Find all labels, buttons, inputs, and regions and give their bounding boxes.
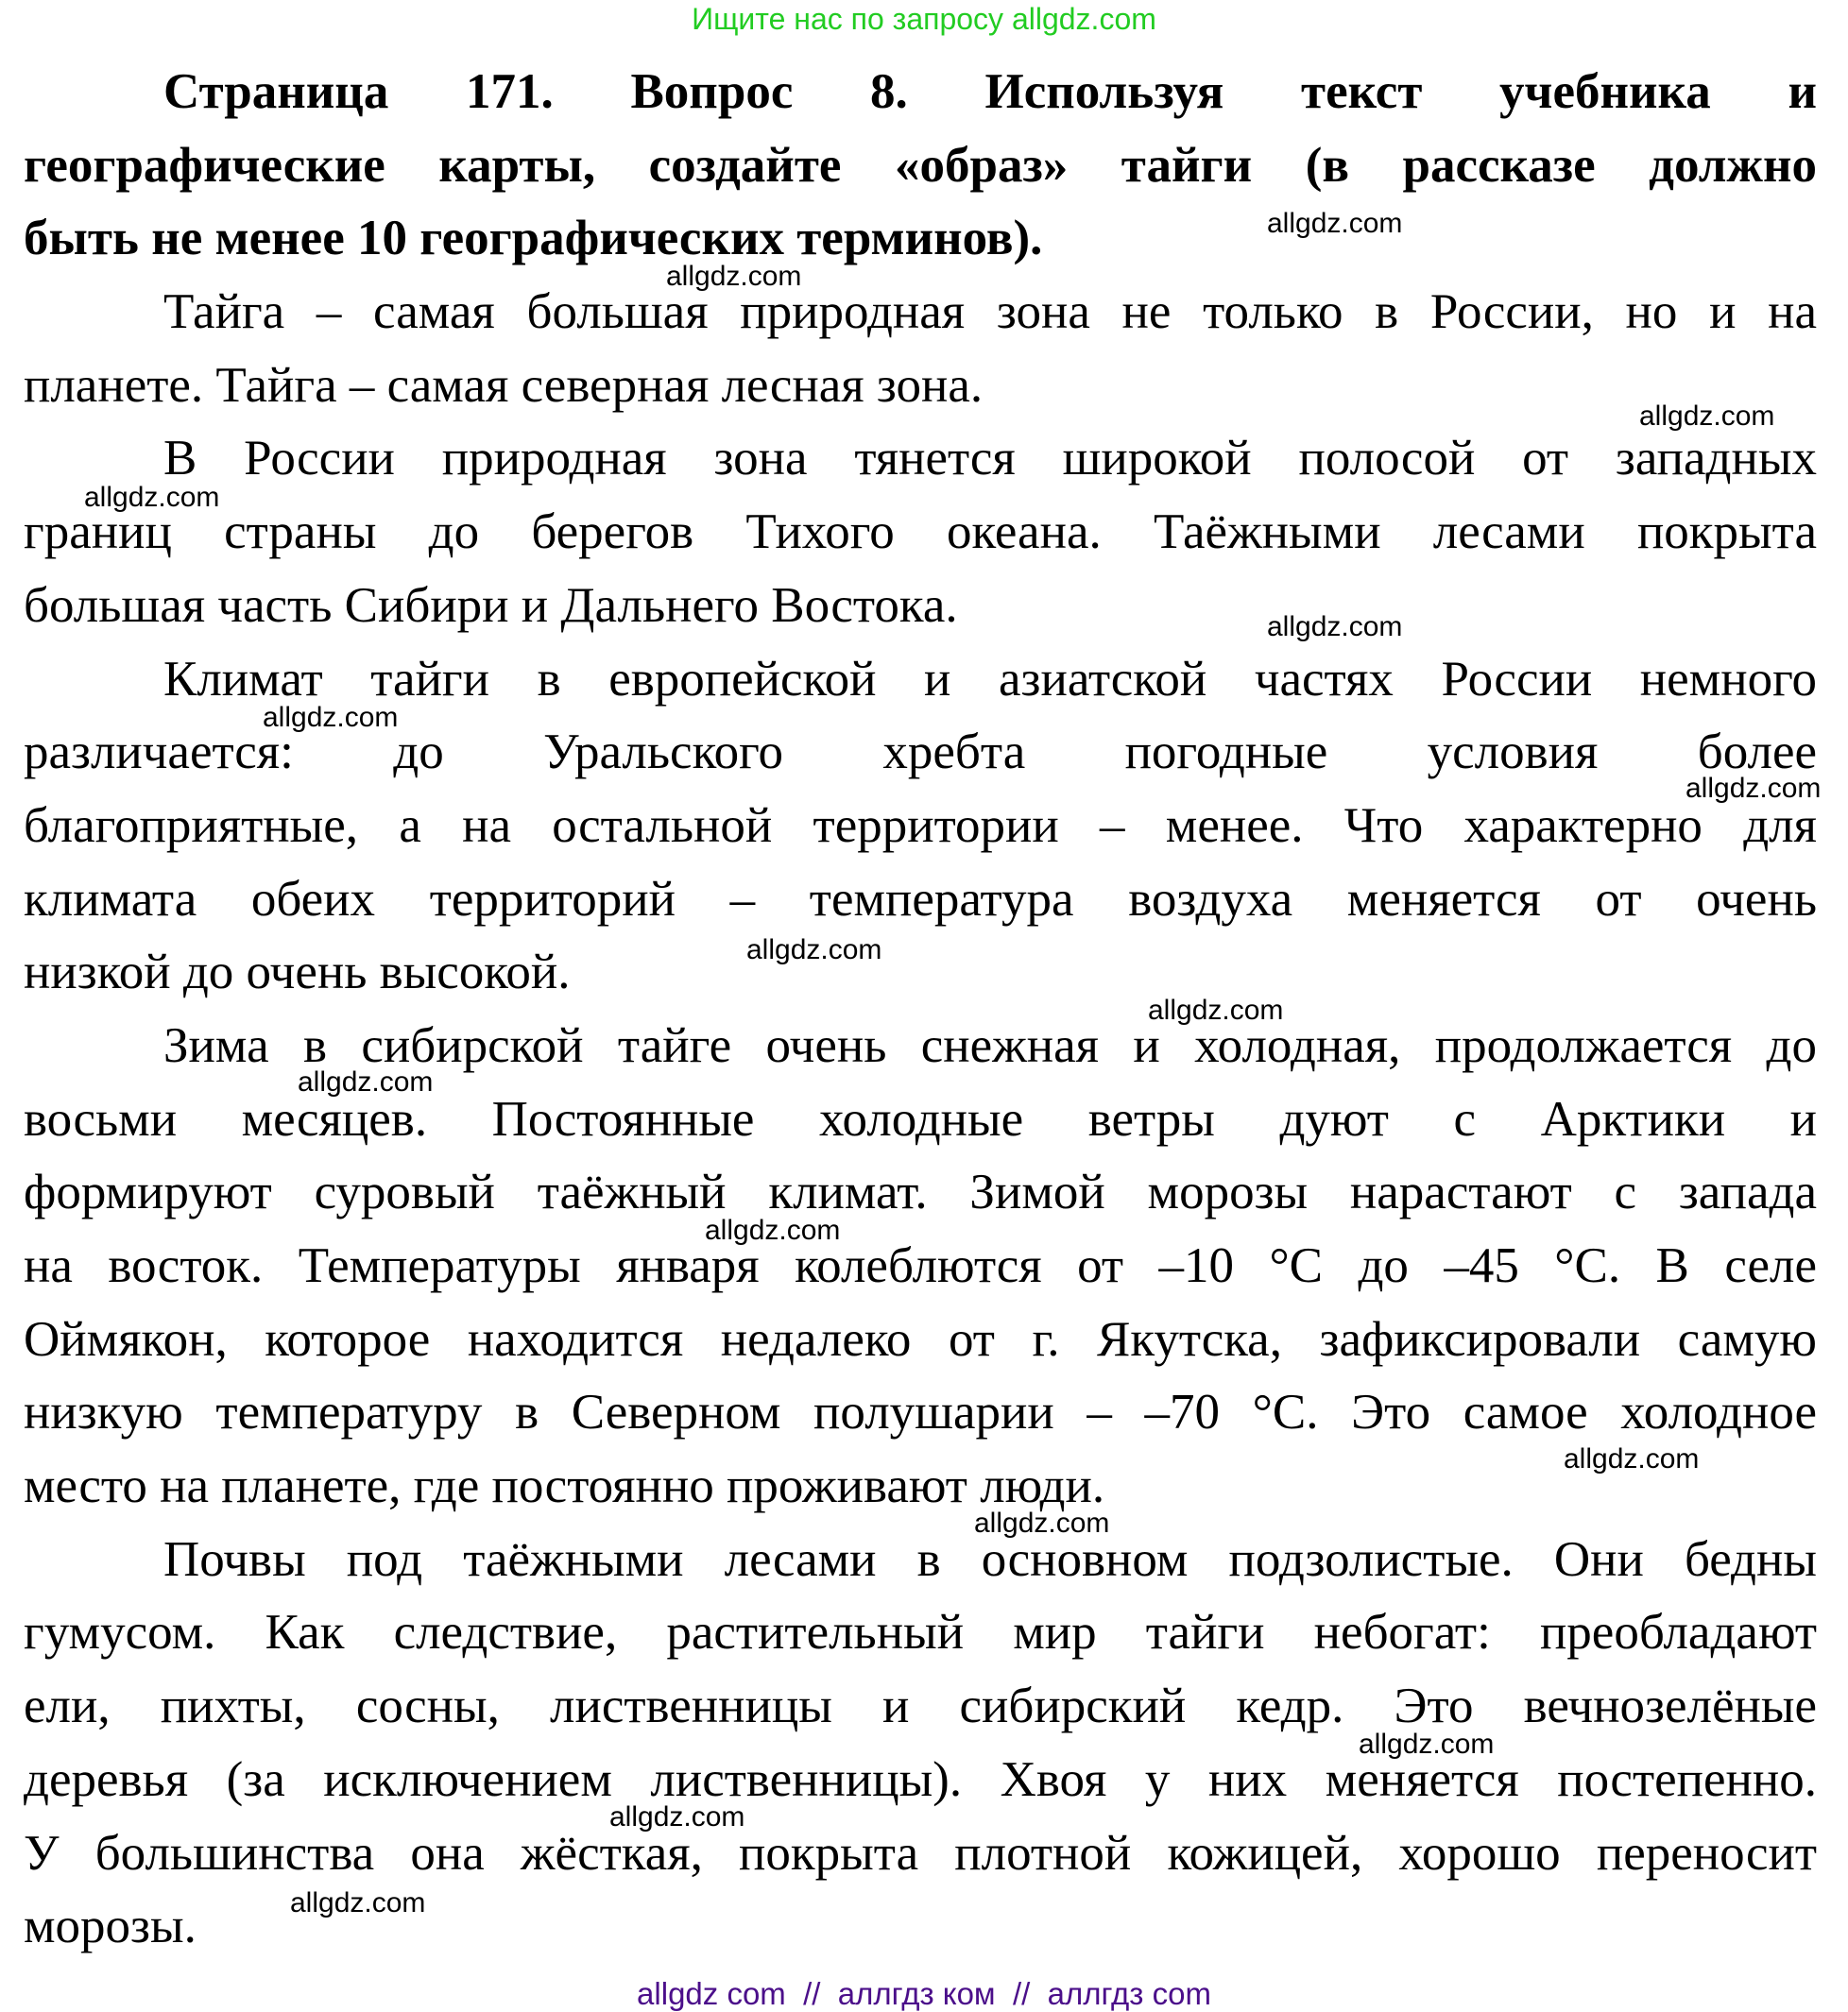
watermark: allgdz.com xyxy=(666,261,802,292)
text-line: Климат тайги в европейской и азиатской частях России немного xyxy=(163,651,1817,707)
watermark: allgdz.com xyxy=(974,1508,1110,1539)
text-line: низкой до очень высокой. xyxy=(24,945,571,1000)
text-line: благоприятные, а на остальной территории – менее. Что характерно для xyxy=(24,797,1817,853)
text-line: планете. Тайга – самая северная лесная зона. xyxy=(24,357,984,413)
watermark: allgdz.com xyxy=(1639,401,1775,432)
search-hint-banner: Ищите нас по запросу allgdz.com xyxy=(692,2,1156,36)
text-line: Оймякон, которое находится недалеко от г. Якутска, зафиксировали самую xyxy=(24,1311,1817,1367)
watermark: allgdz.com xyxy=(705,1215,841,1246)
text-line: на восток. Температуры января колеблются от –10 °C до –45 °C. В селе xyxy=(24,1238,1817,1293)
watermark: allgdz.com xyxy=(84,482,220,513)
text-line: климата обеих территорий – температура воздуха меняется от очень xyxy=(24,871,1817,927)
text-line: Зима в сибирской тайге очень снежная и холодная, продолжается до xyxy=(163,1017,1817,1073)
watermark: allgdz.com xyxy=(1564,1443,1700,1475)
watermark: allgdz.com xyxy=(263,702,399,733)
watermark: allgdz.com xyxy=(746,934,882,965)
footer-banner: allgdz com // аллгдз ком // аллгдз com xyxy=(637,1976,1211,2011)
text-line: границ страны до берегов Тихого океана. Таёжными лесами покрыта xyxy=(24,504,1817,560)
answer-text xyxy=(24,56,1817,1964)
text-line: большая часть Сибири и Дальнего Востока. xyxy=(24,577,958,633)
text-line: низкую температуру в Северном полушарии – –70 °C. Это самое холодное xyxy=(24,1385,1817,1441)
text-line: У большинства она жёсткая, покрыта плотной кожицей, хорошо переносит xyxy=(24,1825,1817,1881)
watermark: allgdz.com xyxy=(1148,995,1284,1026)
watermark: allgdz.com xyxy=(298,1066,434,1098)
text-line: гумусом. Как следствие, растительный мир тайги небогат: преобладают xyxy=(24,1605,1817,1661)
question-line: Страница 171. Вопрос 8. Используя текст учебника и xyxy=(163,64,1817,119)
watermark: allgdz.com xyxy=(1267,208,1403,239)
watermark: allgdz.com xyxy=(609,1801,745,1833)
watermark: allgdz.com xyxy=(290,1887,426,1918)
text-line: формируют суровый таёжный климат. Зимой морозы нарастают с запада xyxy=(24,1165,1817,1220)
text-line: В России природная зона тянется широкой полосой от западных xyxy=(163,431,1817,486)
text-line: Тайга – самая большая природная зона не только в России, но и на xyxy=(163,284,1817,340)
text-line: ели, пихты, сосны, лиственницы и сибирский кедр. Это вечнозелёные xyxy=(24,1679,1817,1734)
text-line: различается: до Уральского хребта погодные условия более xyxy=(24,725,1817,780)
text-line: место на планете, где постоянно проживают люди. xyxy=(24,1458,1105,1514)
question-line: географические карты, создайте «образ» тайги (в рассказе должно xyxy=(24,137,1817,193)
text-line: восьми месяцев. Постоянные холодные ветры дуют с Арктики и xyxy=(24,1091,1817,1147)
question-line: быть не менее 10 географических терминов). xyxy=(24,211,1043,266)
watermark: allgdz.com xyxy=(1267,611,1403,642)
text-line: Почвы под таёжными лесами в основном подзолистые. Они бедны xyxy=(163,1531,1817,1587)
watermark: allgdz.com xyxy=(1685,773,1822,804)
text-line: деревья (за исключением лиственницы). Хвоя у них меняется постепенно. xyxy=(24,1751,1817,1807)
watermark: allgdz.com xyxy=(1359,1729,1495,1760)
text-line: морозы. xyxy=(24,1899,197,1954)
